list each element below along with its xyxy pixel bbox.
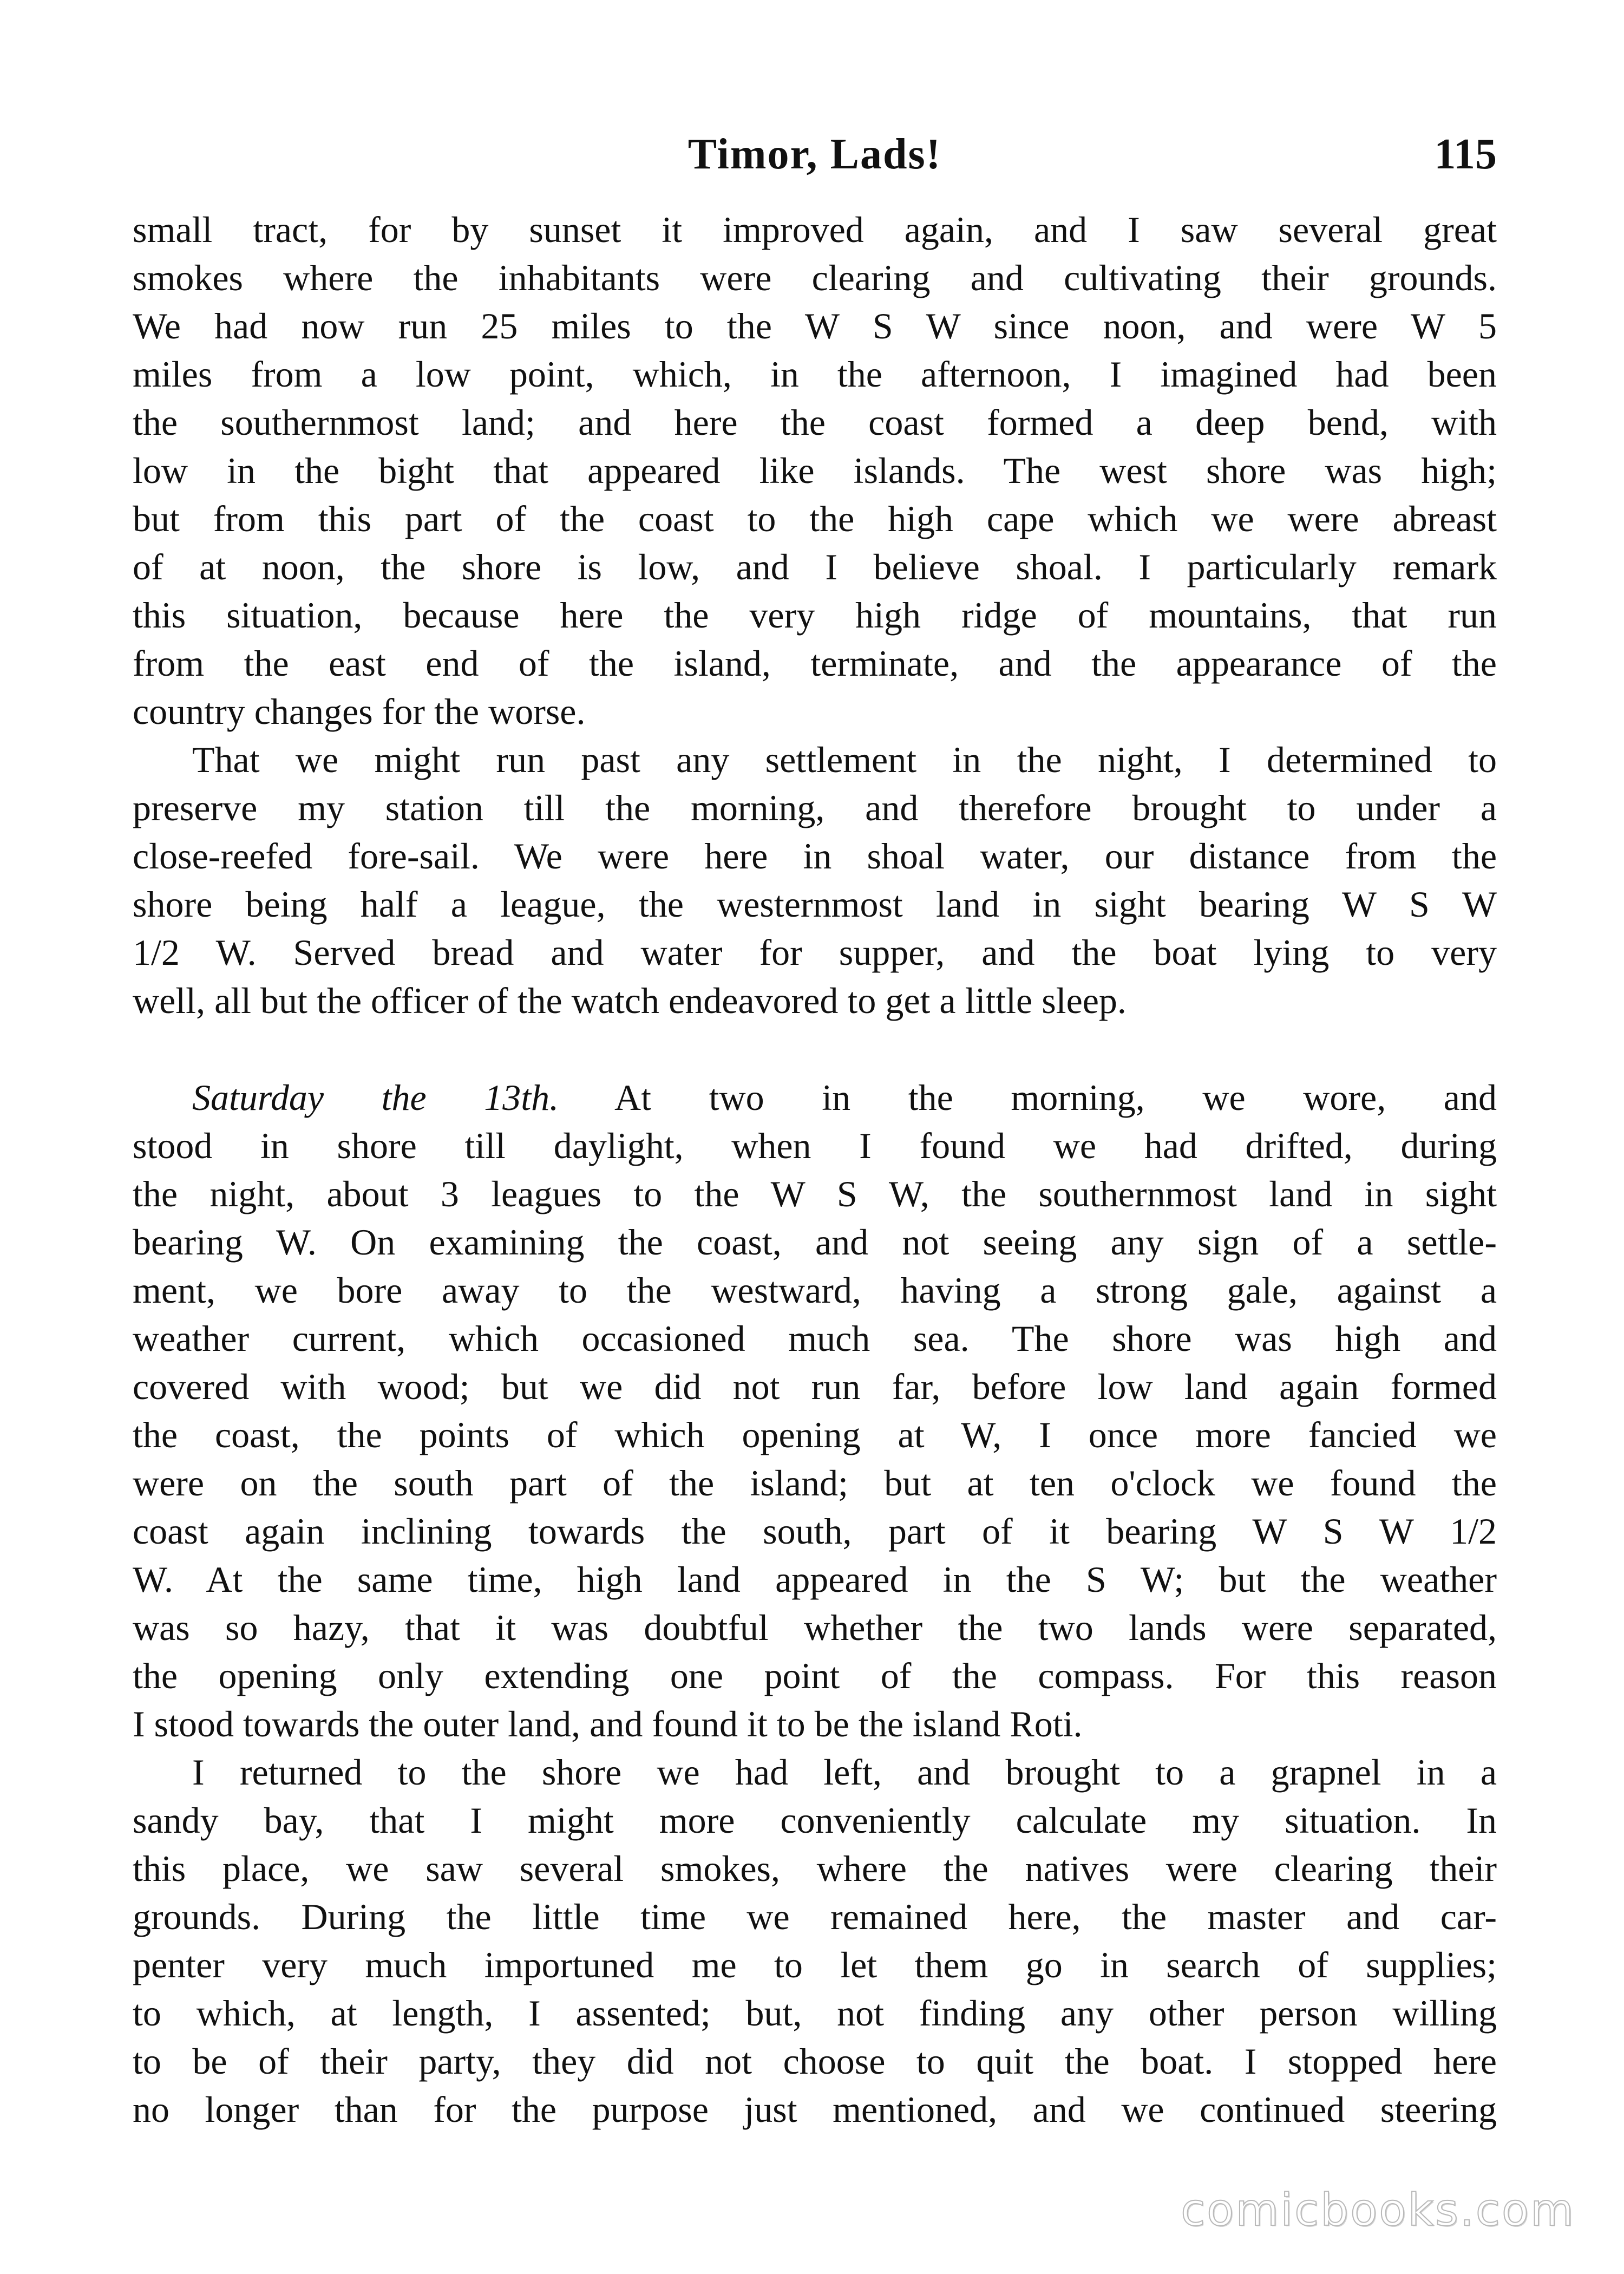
text-line: the southernmost land; and here the coast formed a deep bend, with <box>133 402 1497 443</box>
text-fragment: At two in the morning, we wore, and <box>614 1077 1497 1118</box>
text-line: preserve my station till the morning, and therefore brought to under a <box>133 787 1497 828</box>
text-line: were on the south part of the island; but at ten o'clock we found the <box>133 1462 1497 1504</box>
text-line: to be of their party, they did not choose to quit the boat. I stopped here <box>133 2041 1497 2082</box>
paragraph <box>133 1748 1497 2134</box>
text-line: penter very much importuned me to let them go in search of supplies; <box>133 1944 1497 1985</box>
text-line: this place, we saw several smokes, where the natives were clearing their <box>133 1848 1497 1889</box>
text-line: was so hazy, that it was doubtful whether the two lands were separated, <box>133 1607 1497 1648</box>
text-line: no longer than for the purpose just mentioned, and we continued steering <box>133 2089 1497 2130</box>
text-line: from the east end of the island, terminate, and the appearance of the <box>133 643 1497 684</box>
section-gap <box>133 1025 1497 1074</box>
paragraph <box>133 1074 1497 1748</box>
text-line: covered with wood; but we did not run far, before low land again formed <box>133 1366 1497 1407</box>
page-number: 115 <box>1434 130 1497 178</box>
text-line <box>133 1074 1497 1122</box>
text-line: 1/2 W. Served bread and water for supper, and the boat lying to very <box>133 932 1497 973</box>
text-line: low in the bight that appeared like islands. The west shore was high; <box>133 450 1497 491</box>
text-line: close-reefed fore-sail. We were here in shoal water, our distance from the <box>133 835 1497 877</box>
text-line: shore being half a league, the westernmost land in sight bearing W S W <box>133 884 1497 925</box>
text-line: coast again inclining towards the south, part of it bearing W S W 1/2 <box>133 1511 1497 1552</box>
text-line: smokes where the inhabitants were clearing and cultivating their grounds. <box>133 257 1497 298</box>
text-line: small tract, for by sunset it improved again, and I saw several great <box>133 209 1497 250</box>
watermark: comicbooks.com <box>1181 2185 1575 2236</box>
text-line: well, all but the officer of the watch endeavored to get a little sleep. <box>133 980 1127 1021</box>
text-line: country changes for the worse. <box>133 691 586 732</box>
text-line: grounds. During the little time we remained here, the master and car- <box>133 1896 1497 1937</box>
date-heading: Saturday the 13th. <box>192 1077 559 1118</box>
text-line: We had now run 25 miles to the W S W since noon, and were W 5 <box>133 305 1497 347</box>
text-line: bearing W. On examining the coast, and not seeing any sign of a settle- <box>133 1221 1497 1263</box>
text-line: That we might run past any settlement in the night, I determined to <box>192 739 1497 780</box>
text-line: this situation, because here the very high ridge of mountains, that run <box>133 594 1497 636</box>
text-line: sandy bay, that I might more conveniently calculate my situation. In <box>133 1800 1497 1841</box>
text-line: weather current, which occasioned much sea. The shore was high and <box>133 1318 1497 1359</box>
text-line: the opening only extending one point of the compass. For this reason <box>133 1655 1497 1696</box>
paragraph <box>133 206 1497 736</box>
text-line: to which, at length, I assented; but, not finding any other person willing <box>133 1992 1497 2034</box>
running-head <box>133 125 1497 184</box>
body-text <box>133 206 1497 2134</box>
text-line: the night, about 3 leagues to the W S W, the southernmost land in sight <box>133 1173 1497 1214</box>
text-line: I stood towards the outer land, and found it to be the island Roti. <box>133 1703 1083 1744</box>
text-line: miles from a low point, which, in the afternoon, I imagined had been <box>133 354 1497 395</box>
text-line: stood in shore till daylight, when I found we had drifted, during <box>133 1125 1497 1166</box>
running-title: Timor, Lads! <box>687 130 942 178</box>
text-line: ment, we bore away to the westward, having a strong gale, against a <box>133 1270 1497 1311</box>
text-line: W. At the same time, high land appeared in the S W; but the weather <box>133 1559 1497 1600</box>
text-line: I returned to the shore we had left, and brought to a grapnel in a <box>192 1752 1497 1793</box>
paragraph <box>133 736 1497 1025</box>
text-line: but from this part of the coast to the high cape which we were abreast <box>133 498 1497 539</box>
text-line: of at noon, the shore is low, and I believe shoal. I particularly remark <box>133 546 1497 587</box>
text-line: the coast, the points of which opening at W, I once more fancied we <box>133 1414 1497 1455</box>
